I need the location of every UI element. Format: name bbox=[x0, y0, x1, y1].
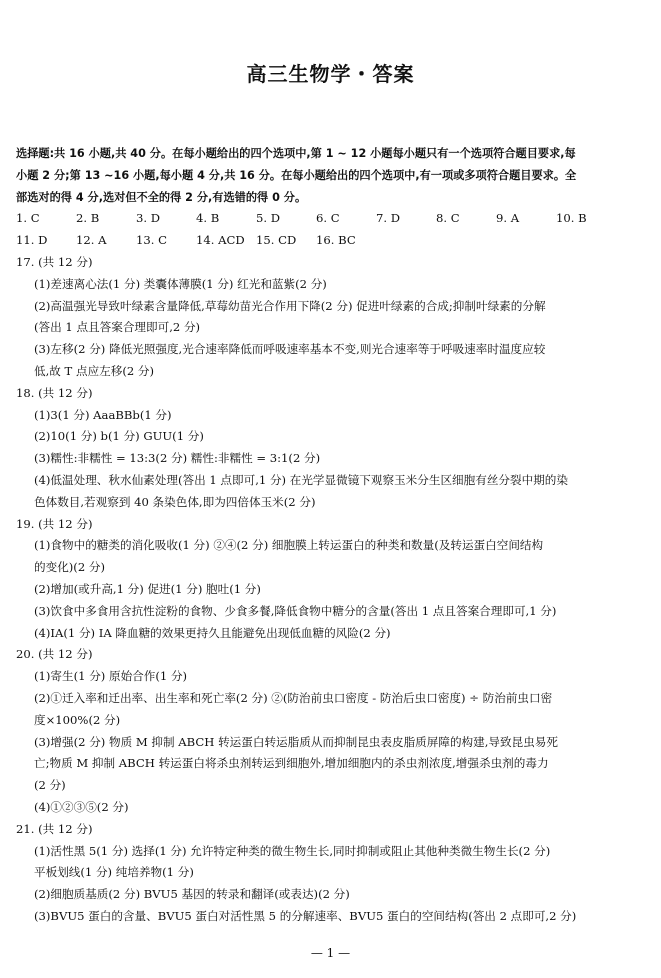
instructions-line-2: 小题 2 分;第 13 ~16 小题,每小题 4 分,共 16 分。在每小题给出的四个选项中,有一项或多项符合题目要求。全 bbox=[16, 168, 577, 182]
q20-header: 20. (共 12 分) bbox=[16, 647, 93, 662]
instructions-line-3: 部选对的得 4 分,选对但不全的得 2 分,有选错的得 0 分。 bbox=[16, 190, 307, 204]
q19-header: 19. (共 12 分) bbox=[16, 516, 93, 531]
mc-answer: 3. D bbox=[136, 211, 161, 226]
mc-answer: 16. BC bbox=[316, 233, 356, 248]
q17-line: (3)左移(2 分) 降低光照强度,光合速率降低而呼吸速率基本不变,则光合速率等于呼吸速率时温度应较 bbox=[34, 342, 546, 357]
mc-answer: 11. D bbox=[16, 233, 48, 248]
q17-line: (1)差速离心法(1 分) 类囊体薄膜(1 分) 红光和蓝紫(2 分) bbox=[34, 276, 327, 291]
q20-line: 度×100%(2 分) bbox=[34, 712, 121, 727]
mc-answer: 5. D bbox=[256, 211, 281, 226]
page-number: — 1 — bbox=[310, 946, 351, 960]
q17-line: 低,故 T 点应左移(2 分) bbox=[34, 363, 155, 378]
q18-line: 色体数目,若观察到 40 条染色体,即为四倍体玉米(2 分) bbox=[34, 494, 316, 509]
q20-line: (3)增强(2 分) 物质 M 抑制 ABCH 转运蛋白转运脂质从而抑制昆虫表皮脂质屏障的构建,导致昆虫易死 bbox=[34, 734, 558, 749]
q21-line: (1)活性黑 5(1 分) 选择(1 分) 允许特定种类的微生物生长,同时抑制或阻止其他种类微生物生长(2 分) bbox=[34, 843, 551, 858]
mc-answer: 14. ACD bbox=[196, 233, 245, 248]
mc-answer: 13. C bbox=[136, 233, 167, 248]
q21-header: 21. (共 12 分) bbox=[16, 821, 93, 836]
mc-answer: 7. D bbox=[376, 211, 401, 226]
q19-line: (3)饮食中多食用含抗性淀粉的食物、少食多餐,降低食物中糖分的含量(答出 1 点且答案合理即可,1 分) bbox=[34, 603, 557, 618]
answer-content bbox=[16, 143, 648, 928]
mc-answer: 10. B bbox=[556, 211, 587, 226]
q20-line: (2)①迁入率和迁出率、出生率和死亡率(2 分) ②(防治前虫口密度 - 防治后虫口密度) ÷ 防治前虫口密 bbox=[34, 690, 553, 705]
q17-line: (2)高温强光导致叶绿素含量降低,草莓幼苗光合作用下降(2 分) 促进叶绿素的合成;抑制叶绿素的分解 bbox=[34, 298, 546, 313]
q20-line: (1)寄生(1 分) 原始合作(1 分) bbox=[34, 669, 188, 684]
q19-line: (1)食物中的糖类的消化吸收(1 分) ②④(2 分) 细胞膜上转运蛋白的种类和数量(及转运蛋白空间结构 bbox=[34, 538, 544, 553]
mc-answer: 9. A bbox=[496, 211, 520, 226]
mc-answer: 15. CD bbox=[256, 233, 297, 248]
mc-answer: 8. C bbox=[436, 211, 460, 226]
q18-line: (4)低温处理、秋水仙素处理(答出 1 点即可,1 分) 在光学显微镜下观察玉米分生区细胞有丝分裂中期的染 bbox=[34, 472, 568, 487]
q20-line: (2 分) bbox=[34, 778, 66, 793]
mc-answer: 1. C bbox=[16, 211, 40, 226]
instructions-line-1: 选择题:共 16 小题,共 40 分。在每小题给出的四个选项中,第 1 ~ 12 小题每小题只有一个选项符合题目要求,每 bbox=[16, 147, 576, 160]
q18-line: (3)糯性:非糯性 = 13:3(2 分) 糯性:非糯性 = 3:1(2 分) bbox=[34, 451, 321, 466]
q20-line: 亡;物质 M 抑制 ABCH 转运蛋白将杀虫剂转运到细胞外,增加细胞内的杀虫剂浓度,增强杀虫剂的毒力 bbox=[34, 756, 549, 771]
mc-answer: 4. B bbox=[196, 211, 220, 226]
q18-line: (2)10(1 分) b(1 分) GUU(1 分) bbox=[34, 429, 204, 444]
q20-line: (4)①②③⑤(2 分) bbox=[34, 799, 129, 814]
q19-line: 的变化)(2 分) bbox=[34, 560, 106, 575]
mc-answer: 12. A bbox=[76, 233, 107, 248]
q21-line: 平板划线(1 分) 纯培养物(1 分) bbox=[34, 865, 194, 880]
page-title: 高三生物学・答案 bbox=[246, 62, 415, 86]
q18-header: 18. (共 12 分) bbox=[16, 385, 93, 400]
q17-header: 17. (共 12 分) bbox=[16, 254, 93, 269]
q18-line: (1)3(1 分) AaaBBb(1 分) bbox=[34, 407, 172, 422]
q17-line: (答出 1 点且答案合理即可,2 分) bbox=[34, 320, 201, 335]
mc-answers-row-1 bbox=[16, 208, 648, 230]
q19-line: (4)IA(1 分) IA 降血糖的效果更持久且能避免出现低血糖的风险(2 分) bbox=[34, 625, 391, 640]
q19-line: (2)增加(或升高,1 分) 促进(1 分) 胞吐(1 分) bbox=[34, 581, 261, 596]
mc-answer: 2. B bbox=[76, 211, 100, 226]
mc-answer: 6. C bbox=[316, 211, 340, 226]
q21-line: (3)BVU5 蛋白的含量、BVU5 蛋白对活性黑 5 的分解速率、BVU5 蛋白的空间结构(答出 2 点即可,2 分) bbox=[34, 908, 577, 923]
mc-answers-row-2 bbox=[16, 230, 648, 252]
q21-line: (2)细胞质基质(2 分) BVU5 基因的转录和翻译(或表达)(2 分) bbox=[34, 887, 350, 902]
